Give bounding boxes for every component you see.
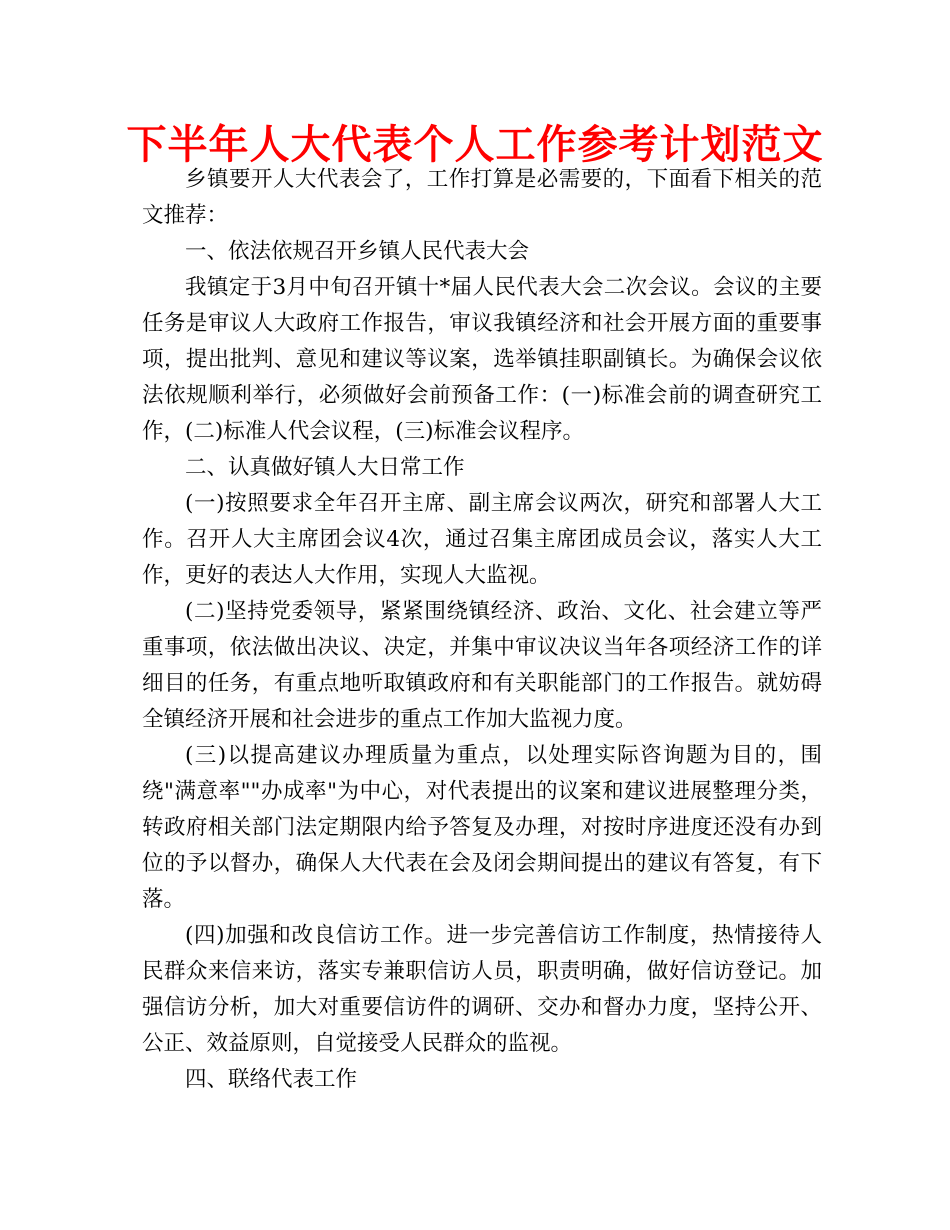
paragraph-intro: 乡镇要开人大代表会了，工作打算是必需要的，下面看下相关的范文推荐：	[142, 167, 822, 228]
paragraph-item-1: (一)按照要求全年召开主席、副主席会议两次，研究和部署人大工作。召开人大主席团会议4次，通过召集主席团成员会议，落实人大工作，更好的表达人大作用，实现人大监视。	[142, 491, 822, 588]
section-heading-2: 二、认真做好镇人大日常工作	[185, 455, 465, 480]
paragraph-item-4: (四)加强和改良信访工作。进一步完善信访工作制度，热情接待人民群众来信来访，落实专兼职信访人员，职责明确，做好信访登记。加强信访分析，加大对重要信访件的调研、交办和督办力度，坚持公开、公正、效益原则，自觉接受人民群众的监视。	[142, 923, 822, 1056]
paragraph-item-3: (三)以提高建议办理质量为重点，以处理实际咨询题为目的，围绕"满意率""办成率"为中心，对代表提出的议案和建议进展整理分类，转政府相关部门法定期限内给予答复及办理，对按时序进度还没有办到位的予以督办，确保人大代表在会及闭会期间提出的建议有答复，有下落。	[142, 743, 822, 912]
document-body	[142, 162, 822, 1098]
paragraph-item-2: (二)坚持党委领导，紧紧围绕镇经济、政治、文化、社会建立等严重事项，依法做出决议、决定，并集中审议决议当年各项经济工作的详细目的任务，有重点地听取镇政府和有关职能部门的工作报告。就妨碍全镇经济开展和社会进步的重点工作加大监视力度。	[142, 599, 822, 732]
section-heading-1: 一、依法依规召开乡镇人民代表大会	[185, 239, 530, 264]
page-title: 下半年人大代表个人工作参考计划范文	[126, 122, 824, 168]
paragraph-meeting: 我镇定于3月中旬召开镇十*届人民代表大会二次会议。会议的主要任务是审议人大政府工作报告，审议我镇经济和社会开展方面的重要事项，提出批判、意见和建议等议案，选举镇挂职副镇长。为确保会议依法依规顺利举行，必须做好会前预备工作：(一)标准会前的调查研究工作，(二)标准人代会议程，(三)标准会议程序。	[142, 275, 822, 444]
section-heading-4: 四、联络代表工作	[185, 1067, 358, 1092]
